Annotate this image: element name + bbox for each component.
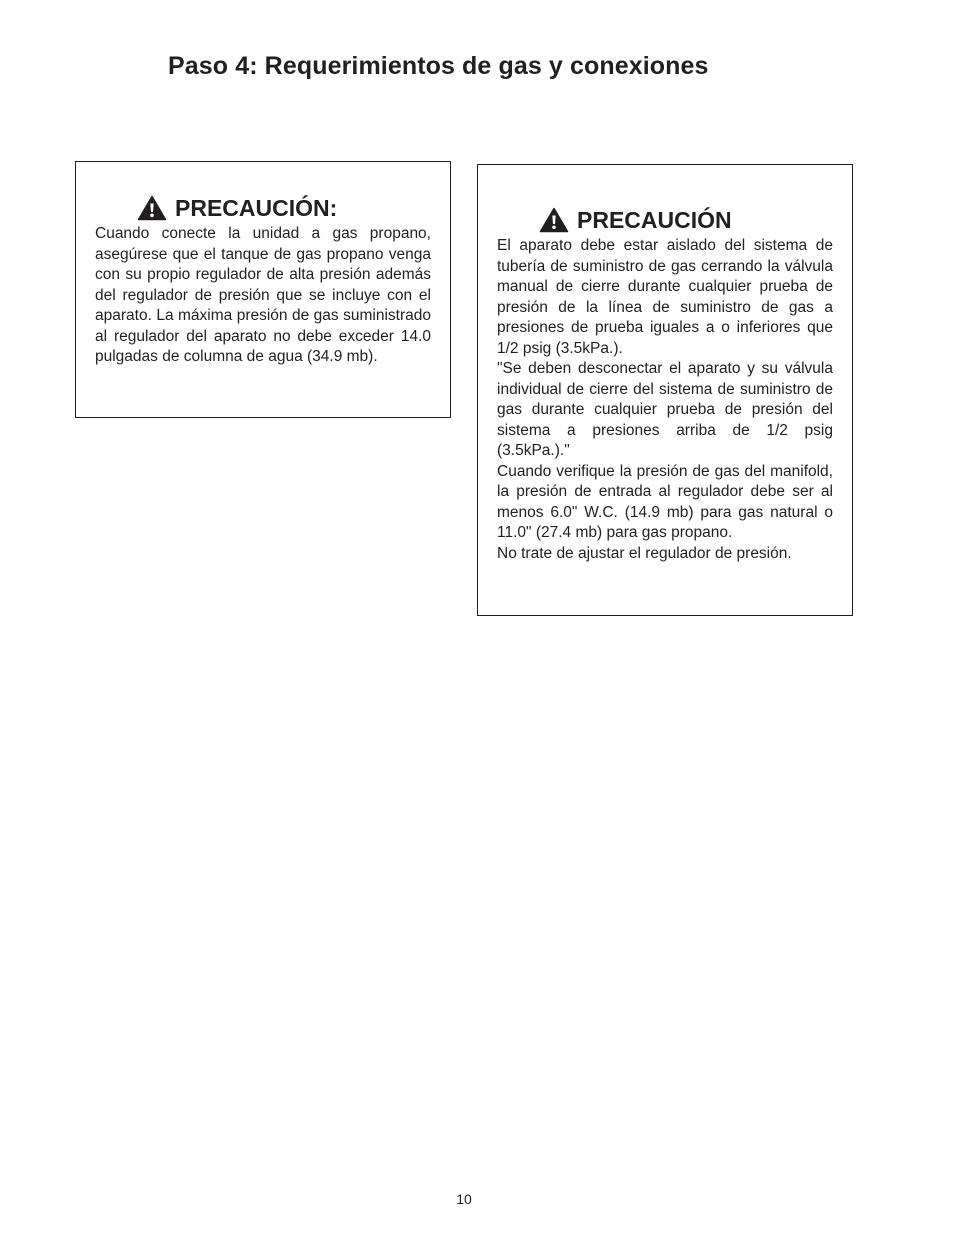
caution-heading [539, 206, 833, 234]
caution-box-propane [75, 161, 451, 418]
caution-heading-text: PRECAUCIÓN [577, 207, 732, 233]
caution-paragraph: Cuando verifique la presión de gas del manifold, la presión de entrada al regulador debe ser al menos 6.0" W.C. (14.9 mb) para gas natural o 11.0" (27.4 mb) para gas propano. [497, 462, 833, 541]
caution-heading-text: PRECAUCIÓN: [175, 195, 338, 221]
warning-triangle-icon [539, 207, 569, 233]
caution-paragraph: "Se deben desconectar el aparato y su válvula individual de cierre del sistema de suministro de gas durante cualquier prueba de presión del sistema a presiones arriba de 1/2 psig (3.5kPa.)." [497, 360, 833, 459]
caution-heading [137, 194, 431, 222]
caution-body [497, 236, 833, 564]
caution-paragraph: Cuando conecte la unidad a gas propano, asegúrese que el tanque de gas propano venga con su propio regulador de alta presión además del regulador de presión que se incluye con el aparato. La máxima presión de gas suministrado al regulador del aparato no debe exceder 14.0 pulgadas de columna de agua (34.9 mb). [95, 225, 431, 365]
page-number: 10 [456, 1191, 472, 1207]
caution-box-pressure-test [477, 164, 853, 616]
caution-paragraph: No trate de ajustar el regulador de presión. [497, 544, 792, 562]
caution-paragraph: El aparato debe estar aislado del sistema de tubería de suministro de gas cerrando la válvula manual de cierre durante cualquier prueba de presión de la línea de suministro de gas a presiones de prueba iguales a o inferiores que 1/2 psig (3.5kPa.). [497, 237, 833, 357]
caution-body [95, 224, 431, 368]
page-title: Paso 4: Requerimientos de gas y conexiones [168, 52, 709, 80]
warning-triangle-icon [137, 195, 167, 221]
